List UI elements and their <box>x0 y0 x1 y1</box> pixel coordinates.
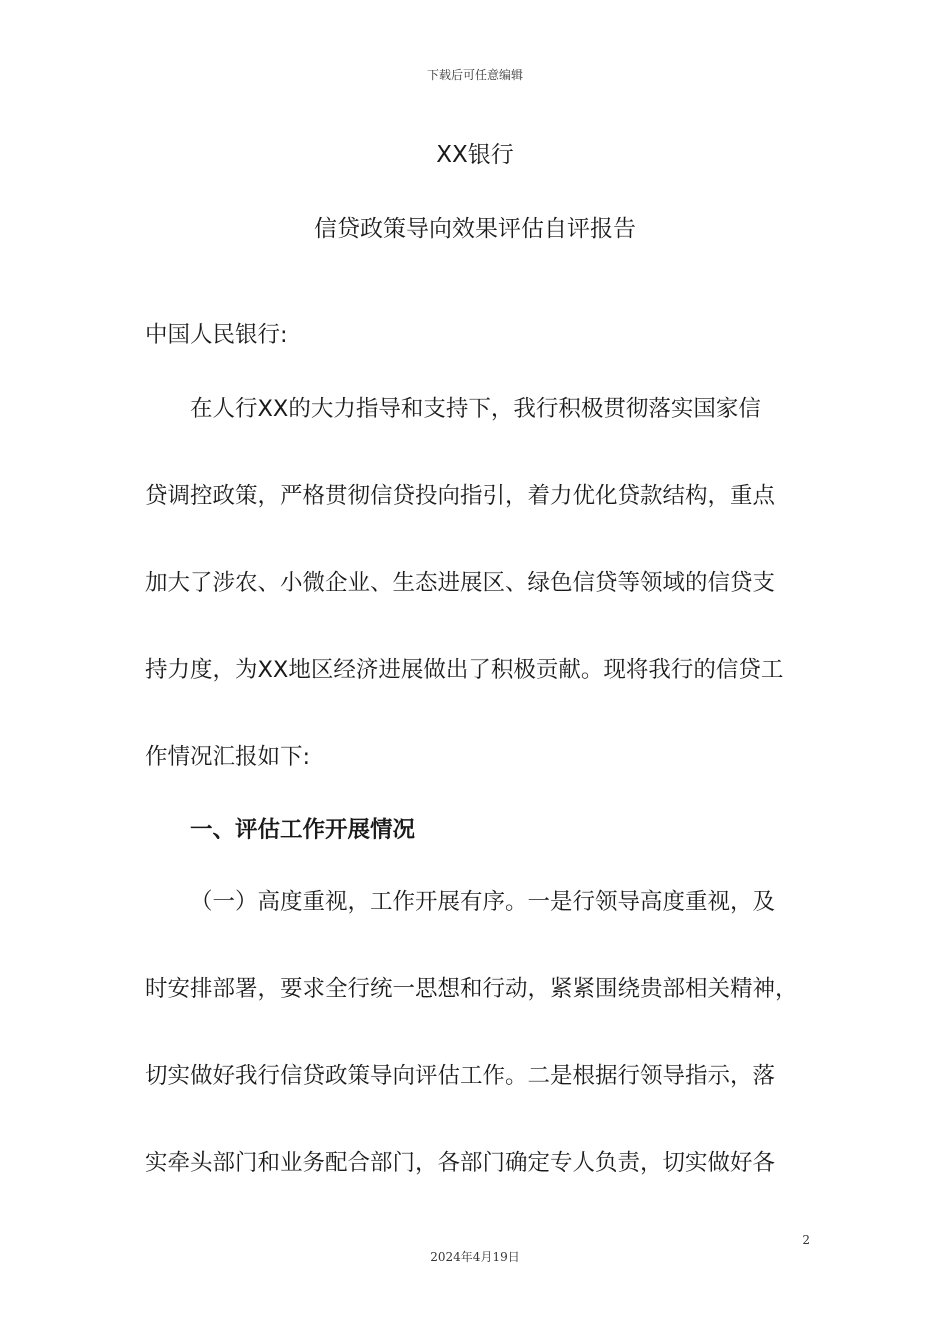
header-note: 下载后可任意编辑 <box>426 68 523 82</box>
salutation: 中国人民银行: <box>145 322 288 348</box>
document-title-report: 信贷政策导向效果评估自评报告 <box>314 216 636 242</box>
section-heading: 一、评估工作开展情况 <box>190 817 416 843</box>
section-paragraph-line: 时安排部署，要求全行统一思想和行动，紧紧围绕贵部相关精神， <box>145 976 798 1002</box>
paragraph-line: 加大了涉农、小微企业、生态进展区、绿色信贷等领域的信贷支 <box>145 570 776 596</box>
paragraph-line: 贷调控政策，严格贯彻信贷投向指引，着力优化贷款结构，重点 <box>145 483 776 509</box>
paragraph-line: 作情况汇报如下: <box>145 744 311 770</box>
section-paragraph-line: （一）高度重视，工作开展有序。一是行领导高度重视，及 <box>190 889 776 915</box>
document-title-bank: XX银行 <box>436 142 514 168</box>
section-paragraph-line: 切实做好我行信贷政策导向评估工作。二是根据行领导指示，落 <box>145 1063 776 1089</box>
footer-date: 2024年4月19日 <box>430 1250 520 1264</box>
paragraph-line: 持力度，为XX地区经济进展做出了积极贡献。现将我行的信贷工 <box>145 657 784 683</box>
section-paragraph-line: 实牵头部门和业务配合部门，各部门确定专人负责，切实做好各 <box>145 1150 776 1176</box>
page-number: 2 <box>802 1233 810 1247</box>
paragraph-line: 在人行XX的大力指导和支持下，我行积极贯彻落实国家信 <box>190 396 761 422</box>
